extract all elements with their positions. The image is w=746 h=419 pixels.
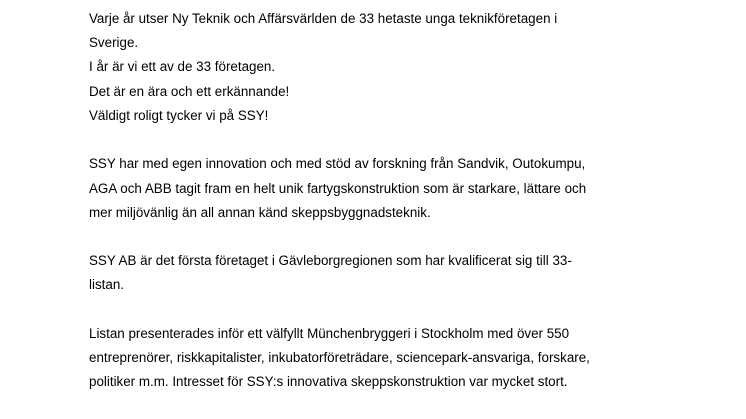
text-line: Sverige. bbox=[89, 35, 139, 51]
paragraph-presentation bbox=[89, 322, 709, 395]
paragraph-innovation bbox=[89, 152, 709, 225]
text-line: SSY AB är det första företaget i Gävleborgregionen som har kvalificerat sig till 33- bbox=[89, 253, 572, 269]
text-line: mer miljövänlig än all annan känd skeppsbyggnadsteknik. bbox=[89, 204, 431, 220]
text-line: politiker m.m. Intresset för SSY:s innovativa skeppskonstruktion var mycket stort. bbox=[89, 374, 568, 390]
text-line: AGA och ABB tagit fram en helt unik fartygskonstruktion som är starkare, lättare och bbox=[89, 180, 587, 196]
text-line: Det är en ära och ett erkännande! bbox=[89, 83, 290, 99]
text-line: SSY har med egen innovation och med stöd av forskning från Sandvik, Outokumpu, bbox=[89, 156, 586, 172]
text-line: listan. bbox=[89, 277, 124, 293]
text-line: I år är vi ett av de 33 företagen. bbox=[89, 59, 276, 75]
text-line: Varje år utser Ny Teknik och Affärsvärlden de 33 hetaste unga teknikföretagen i bbox=[89, 11, 558, 26]
document-body bbox=[89, 7, 709, 419]
text-line: Listan presenterades inför ett välfyllt Münchenbryggeri i Stockholm med över 550 bbox=[89, 326, 570, 342]
text-line: Väldigt roligt tycker vi på SSY! bbox=[89, 107, 269, 123]
text-line: entreprenörer, riskkapitalister, inkubatorföreträdare, sciencepark-ansvariga, forskare, bbox=[89, 350, 590, 366]
paragraph-qualification bbox=[89, 249, 709, 297]
paragraph-announcement bbox=[89, 7, 709, 128]
